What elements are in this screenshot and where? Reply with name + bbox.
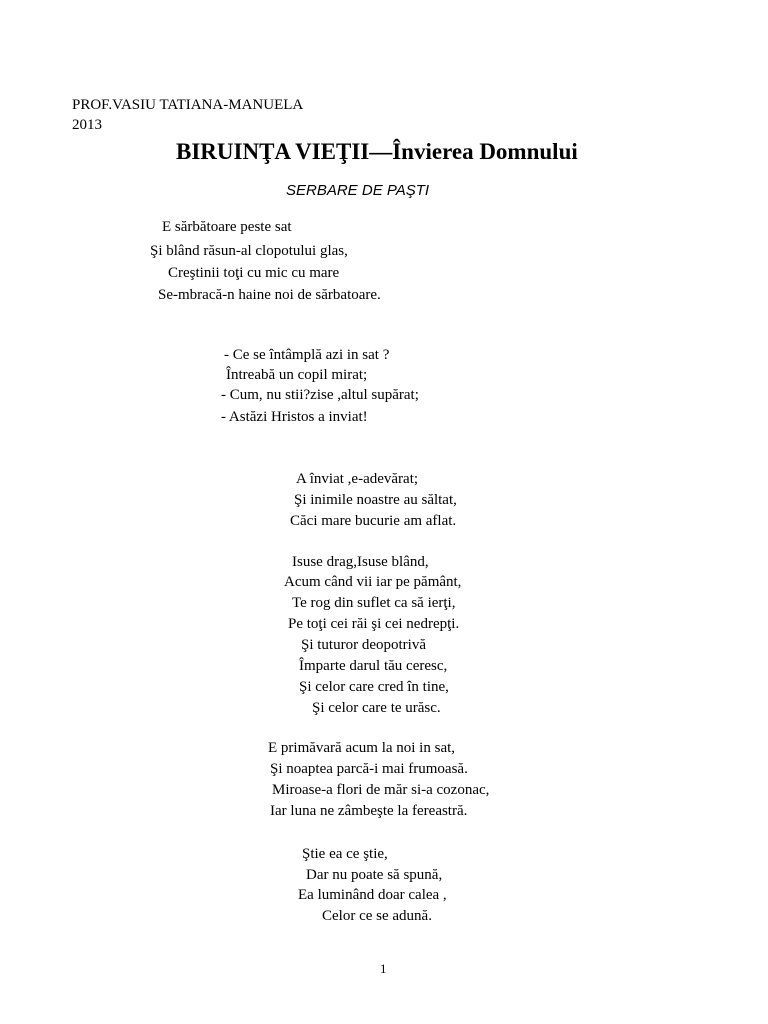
poem-line: Te rog din suflet ca să ierţi, [292,595,456,611]
poem-line: Şi blând răsun-al clopotului glas, [150,243,348,259]
poem-line: Acum când vii iar pe pământ, [284,574,462,590]
poem-line: Se-mbracă-n haine noi de sărbatoare. [158,287,381,303]
poem-line: - Cum, nu stii?zise ,altul supărat; [221,387,419,403]
year: 2013 [72,117,102,133]
poem-line: E sărbătoare peste sat [162,219,292,235]
poem-line: Şi celor care te urăsc. [312,700,441,716]
poem-line: Miroase-a flori de măr si-a cozonac, [272,782,490,798]
poem-line: - Astăzi Hristos a inviat! [221,409,368,425]
poem-line: Ştie ea ce ştie, [302,846,388,862]
poem-line: Dar nu poate să spună, [306,867,443,883]
poem-line: - Ce se întâmplă azi in sat ? [224,347,390,363]
page-title: BIRUINŢA VIEŢII—Învierea Domnului [176,139,578,164]
poem-line: E primăvară acum la noi in sat, [268,740,456,756]
poem-line: Iar luna ne zâmbeşte la fereastră. [270,803,468,819]
poem-line: Şi noaptea parcă-i mai frumoasă. [270,761,468,777]
poem-line: Împarte darul tău ceresc, [299,658,448,674]
poem-line: A înviat ,e-adevărat; [296,471,419,487]
poem-line: Creştinii toţi cu mic cu mare [168,265,340,281]
poem-line: Căci mare bucurie am aflat. [290,513,457,529]
poem-line: Celor ce se adună. [322,908,432,924]
poem-line: Isuse drag,Isuse blând, [292,554,429,570]
poem-line: Şi inimile noastre au săltat, [294,492,457,508]
poem-line: Şi celor care cred în tine, [299,679,449,695]
page-number: 1 [380,961,387,976]
author-name: PROF.VASIU TATIANA-MANUELA [72,97,304,113]
poem-line: Pe toţi cei răi şi cei nedrepţi. [288,616,460,632]
poem-line: Ea luminând doar calea , [298,887,447,903]
poem-line: Întreabă un copil mirat; [226,367,368,383]
poem-line: Şi tuturor deopotrivă [301,637,426,653]
page-subtitle: SERBARE DE PAŞTI [286,182,430,199]
